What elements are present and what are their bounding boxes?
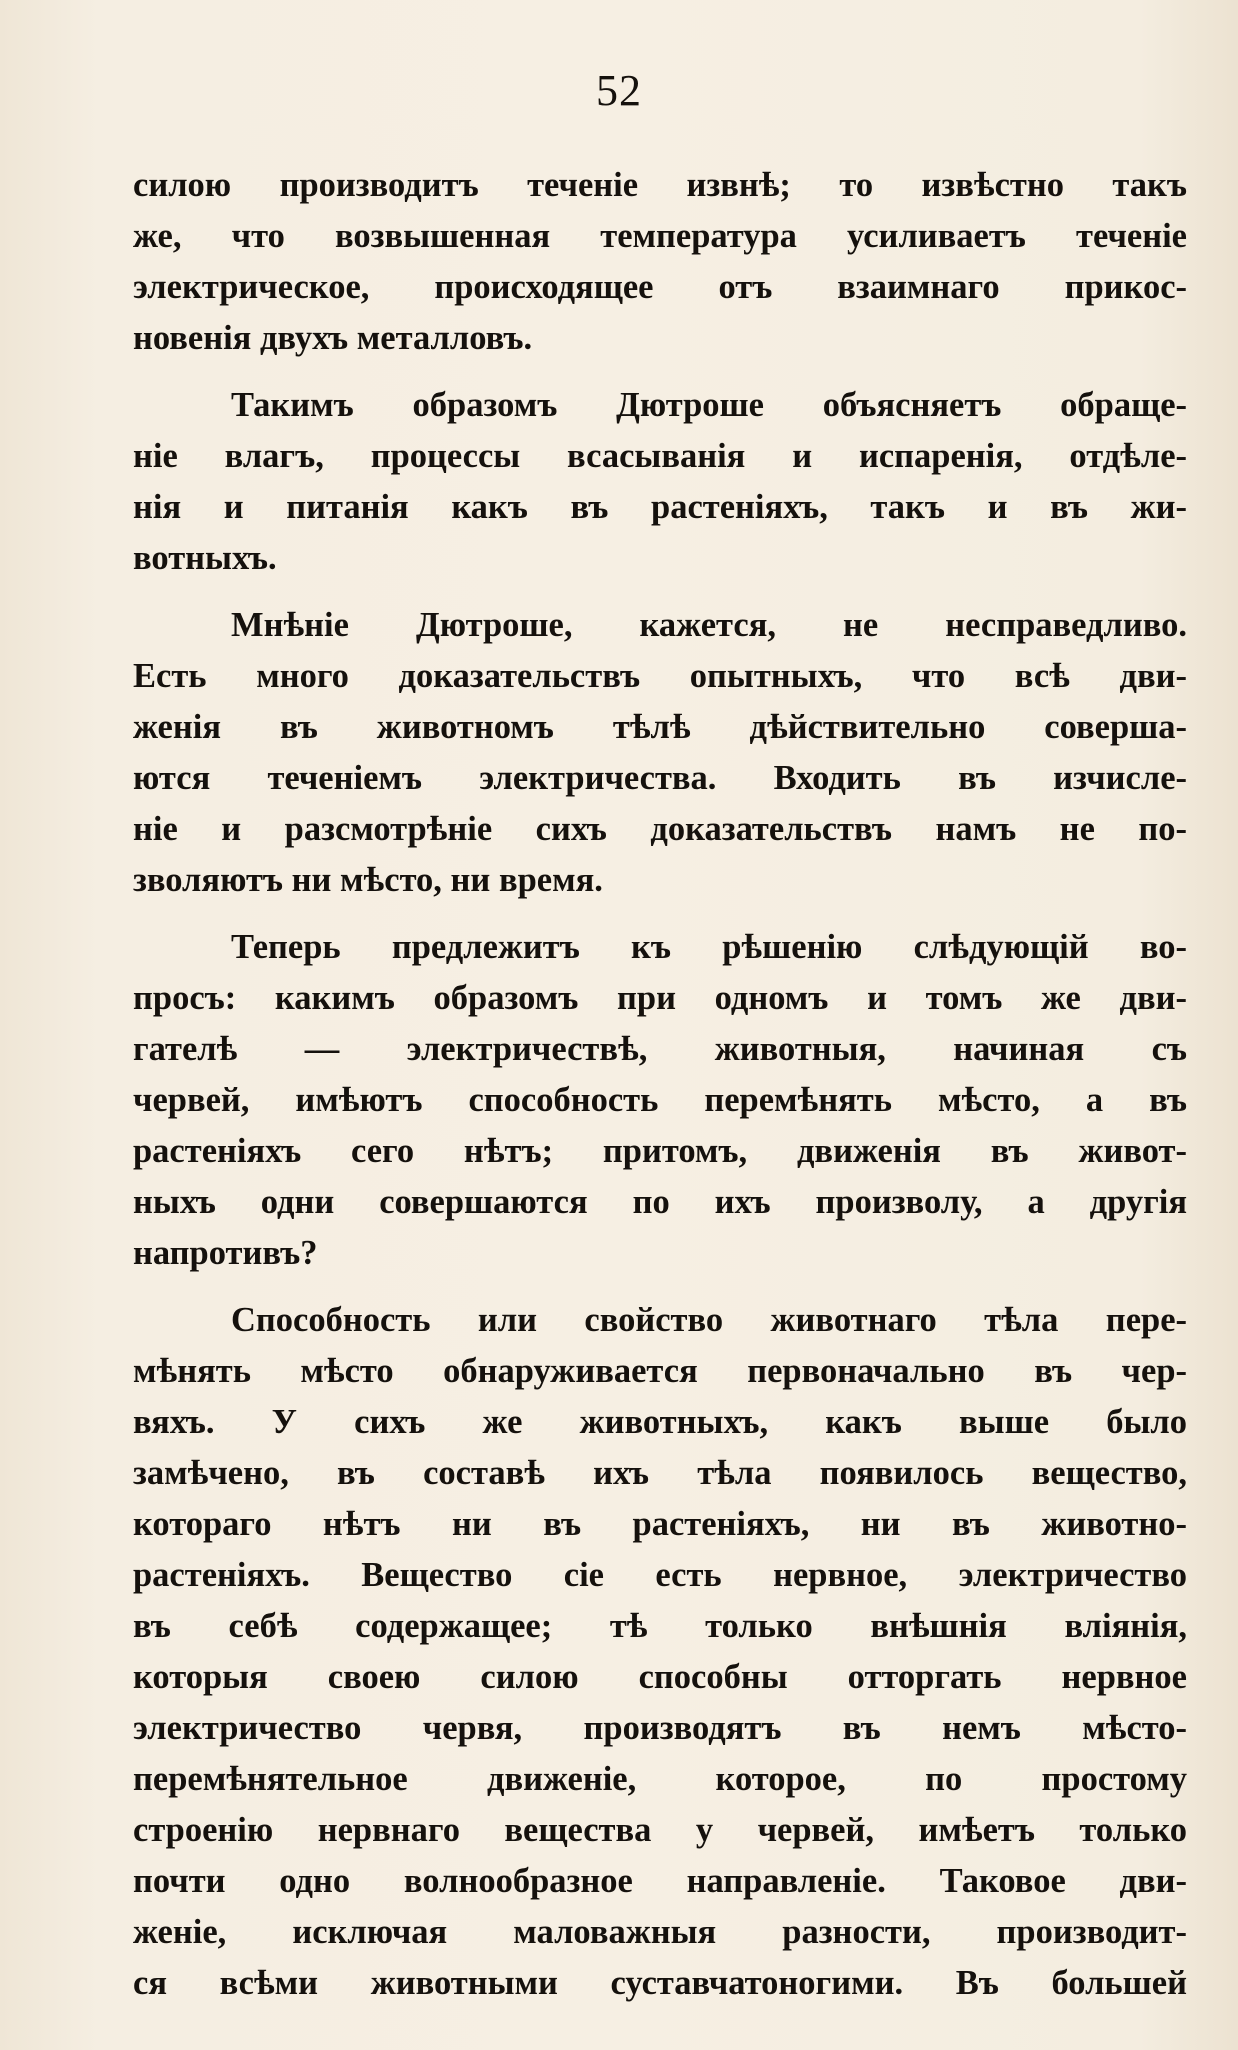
paragraph <box>133 922 1187 1279</box>
text-line: котораго нѣтъ ни въ растеніяхъ, ни въ животно- <box>133 1505 1187 1543</box>
text-line: ніе и разсмотрѣніе сихъ доказательствъ намъ не по- <box>133 810 1187 848</box>
text-line: нія и питанія какъ въ растеніяхъ, такъ и въ жи- <box>133 488 1187 526</box>
text-line: вотныхъ. <box>133 539 277 577</box>
text-line: червей, имѣютъ способность перемѣнять мѣсто, а въ <box>133 1081 1187 1119</box>
text-line: женія въ животномъ тѣлѣ дѣйствительно соверша- <box>133 708 1187 746</box>
text-line: Есть много доказательствъ опытныхъ, что всѣ дви- <box>133 657 1187 695</box>
text-line: вяхъ. У сихъ же животныхъ, какъ выше было <box>133 1403 1187 1441</box>
paragraph <box>133 380 1187 584</box>
text-line: Способность или свойство животнаго тѣла пере- <box>231 1301 1187 1339</box>
text-line: мѣнять мѣсто обнаруживается первоначально въ чер- <box>133 1352 1187 1390</box>
text-line: новенія двухъ металловъ. <box>133 319 533 357</box>
text-line: растеніяхъ. Вещество сіе есть нервное, электричество <box>133 1556 1187 1594</box>
text-line: Такимъ образомъ Дютроше объясняетъ обраще- <box>231 386 1187 424</box>
text-line: напротивъ? <box>133 1234 318 1272</box>
page-number: 52 <box>596 66 642 115</box>
text-line: растеніяхъ сего нѣтъ; притомъ, движенія въ живот- <box>133 1132 1187 1170</box>
text-line: Мнѣніе Дютроше, кажется, не несправедливо. <box>231 606 1187 644</box>
text-line: которыя своею силою способны отторгать нервное <box>133 1658 1187 1696</box>
text-line: женіе, исключая маловажныя разности, производит- <box>133 1913 1187 1951</box>
text-line: строенію нервнаго вещества у червей, имѣетъ только <box>133 1811 1187 1849</box>
text-line: перемѣнятельное движеніе, которое, по простому <box>133 1760 1187 1798</box>
paragraph <box>133 600 1187 906</box>
text-line: въ себѣ содержащее; тѣ только внѣшнія вліянія, <box>133 1607 1187 1645</box>
paragraph <box>133 1295 1187 2009</box>
paragraph <box>133 160 1187 364</box>
text-line: Теперь предлежитъ къ рѣшенію слѣдующій во- <box>231 928 1187 966</box>
text-line: же, что возвышенная температура усиливаетъ теченіе <box>133 217 1187 255</box>
text-line: электричество червя, производятъ въ немъ мѣсто- <box>133 1709 1187 1747</box>
text-line: почти одно волнообразное направленіе. Таковое дви- <box>133 1862 1187 1900</box>
body-text <box>133 160 1187 2009</box>
text-line: электрическое, происходящее отъ взаимнаго прикос- <box>133 268 1187 306</box>
text-line: просъ: какимъ образомъ при одномъ и томъ же дви- <box>133 979 1187 1017</box>
text-line: зволяютъ ни мѣсто, ни время. <box>133 861 603 899</box>
text-line: ныхъ одни совершаются по ихъ произволу, а другія <box>133 1183 1187 1221</box>
text-line: ются теченіемъ электричества. Входить въ изчисле- <box>133 759 1187 797</box>
text-line: замѣчено, въ составѣ ихъ тѣла появилось вещество, <box>133 1454 1187 1492</box>
text-line: гателѣ — электричествѣ, животныя, начиная съ <box>133 1030 1187 1068</box>
text-line: ніе влагъ, процессы всасыванія и испаренія, отдѣле- <box>133 437 1187 475</box>
text-line: ся всѣми животными суставчатоногими. Въ большей <box>133 1964 1187 2002</box>
text-line: силою производитъ теченіе извнѣ; то извѣстно такъ <box>133 166 1187 204</box>
